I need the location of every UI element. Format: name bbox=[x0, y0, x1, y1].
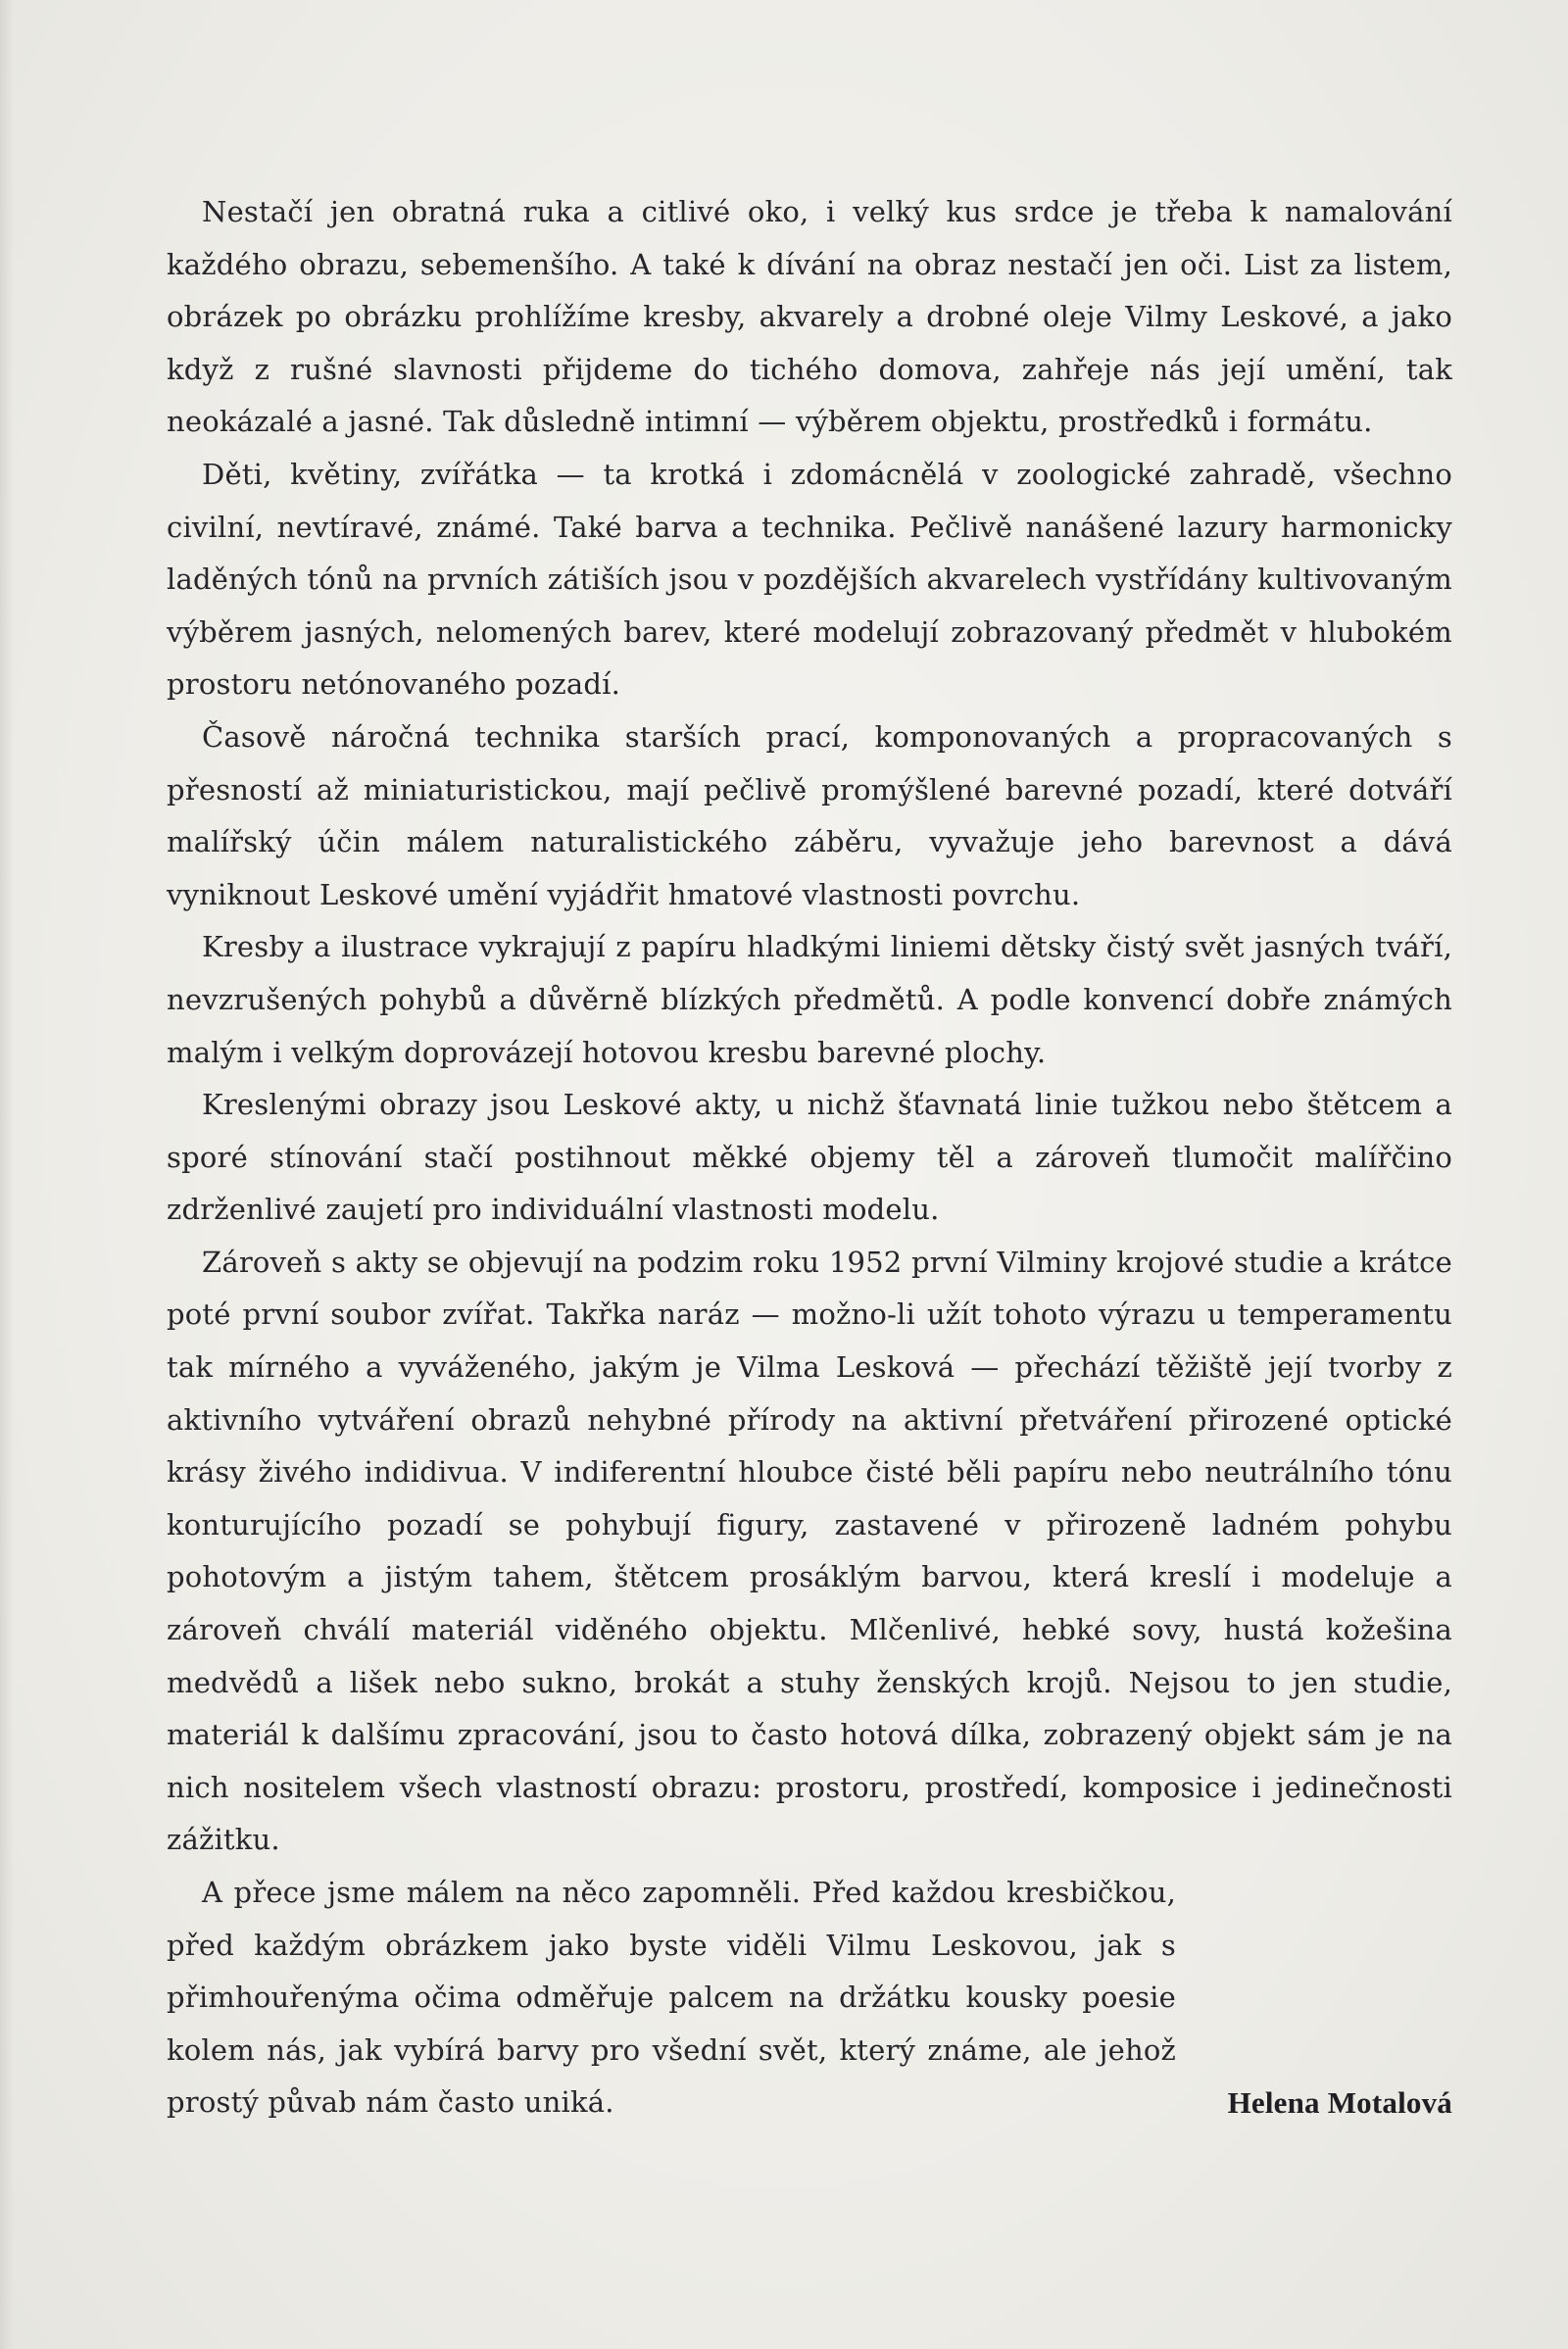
article-body bbox=[167, 186, 1452, 2130]
author-signature: Helena Motalová bbox=[1227, 2085, 1452, 2121]
paragraph-5: Kreslenými obrazy jsou Leskové akty, u nichž šťavnatá linie tužkou nebo štětcem a sporé stínování stačí postihnout měkké objemy těl a zároveň tlumočit malířčino zdrženlivé zaujetí pro individuální vlastnosti modelu. bbox=[167, 1088, 1452, 1227]
paragraph-2: Děti, květiny, zvířátka — ta krotká i zdomácnělá v zoologické zahradě, všechno civilní, nevtíravé, známé. Také barva a technika. Pečlivě nanášené lazury harmonicky laděných tónů na prvních zátiších jsou v pozdějších akvarelech vystřídány kultivovaným výběrem jasných, nelomených barev, které modelují zobrazovaný předmět v hlubokém prostoru netónovaného pozadí. bbox=[167, 457, 1452, 702]
paragraph-7: A přece jsme málem na něco zapomněli. Před každou kresbičkou, před každým obrázkem jako byste viděli Vilmu Leskovou, jak s přimhouřenýma očima odměřuje palcem na držátku kousky poesie kolem nás, jak vybírá barvy pro všední svět, který známe, ale jehož prostý půvab nám často uniká. bbox=[167, 1876, 1176, 2120]
page-edge-shadow bbox=[0, 0, 14, 2349]
paragraph-4: Kresby a ilustrace vykrajují z papíru hladkými liniemi dětsky čistý svět jasných tváří, nevzrušených pohybů a důvěrně blízkých předmětů. A podle konvencí dobře známých malým i velkým doprovázejí hotovou kresbu barevné plochy. bbox=[167, 930, 1452, 1069]
paragraph-3: Časově náročná technika starších prací, komponovaných a propracovaných s přesností až miniaturistickou, mají pečlivě promýšlené barevné pozadí, které dotváří malířský účin málem naturalistického záběru, vyvažuje jeho barevnost a dává vyniknout Leskové umění vyjádřit hmatové vlastnosti povrchu. bbox=[167, 719, 1452, 911]
paragraph-6: Zároveň s akty se objevují na podzim roku 1952 první Vilminy krojové studie a krátce poté první soubor zvířat. Takřka naráz — možno-li užít tohoto výrazu u temperamentu tak mírného a vyváženého, jakým je Vilma Lesková — přechází těžiště její tvorby z aktivního vytváření obrazů nehybné přírody na aktivní přetváření přirozené optické krásy živého indidivua. V indiferentní hloubce čisté běli papíru nebo neutrálního tónu konturujícího pozadí se pohybují figury, zastavené v přirozeně ladném pohybu pohotovým a jistým tahem, štětcem prosáklým barvou, která kreslí i modeluje a zároveň chválí materiál viděného objektu. Mlčenlivé, hebké sovy, hustá kožešina medvědů a lišek nebo sukno, brokát a stuhy ženských krojů. Nejsou to jen studie, materiál k dalšímu zpracování, jsou to často hotová dílka, zobrazený objekt sám je na nich nositelem všech vlastností obrazu: prostoru, prostředí, komposice i jedinečnosti zážitku. bbox=[167, 1245, 1452, 1857]
paragraph-1: Nestačí jen obratná ruka a citlivé oko, i velký kus srdce je třeba k namalování každého obrazu, sebemenšího. A také k dívání na obraz nestačí jen oči. List za listem, obrázek po obrázku prohlížíme kresby, akvarely a drobné oleje Vilmy Leskové, a jako když z rušné slavnosti přijdeme do tichého domova, zahřeje nás její umění, tak neokázalé a jasné. Tak důsledně intimní — výběrem objektu, prostředků i formátu. bbox=[167, 195, 1452, 439]
